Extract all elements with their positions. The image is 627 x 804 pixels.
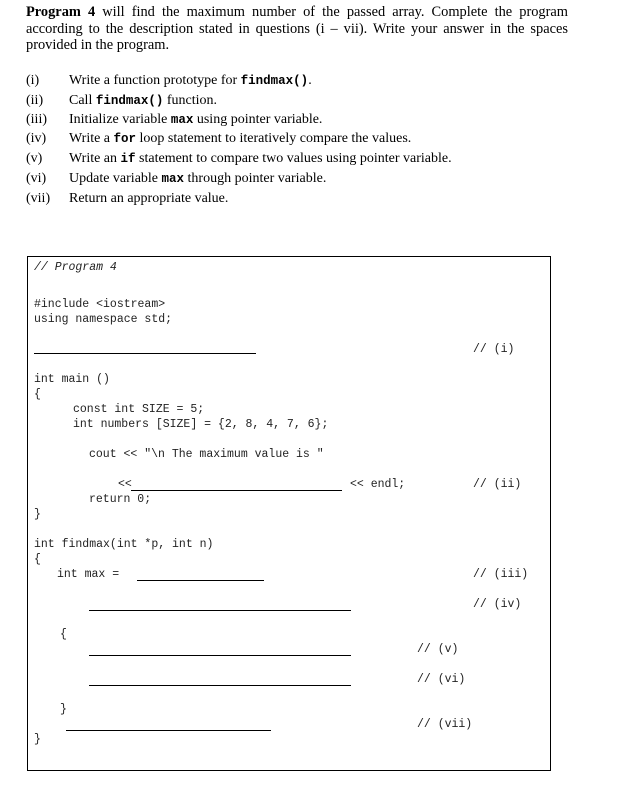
answer-blank-v[interactable] [89,655,351,656]
question-text: Write a function prototype for [69,73,241,88]
intro-paragraph [26,4,568,54]
for-close-brace: } [60,703,67,716]
findmax-close-brace: } [34,733,41,746]
question-number: (iii) [26,112,47,127]
include-line: #include <iostream> [34,298,166,311]
question-text: function. [163,93,218,108]
main-open-brace: { [34,388,41,401]
label-vi: // (vi) [417,673,466,686]
answer-blank-i[interactable] [34,353,256,354]
question-item [26,170,326,188]
question-text: Write a [69,131,114,146]
question-item [26,190,228,208]
findmax-signature: int findmax(int *p, int n) [34,538,214,551]
question-item [26,92,217,110]
question-text: loop statement to iteratively compare the values. [136,131,412,146]
program-code-box [27,256,551,771]
question-number: (vi) [26,171,47,186]
label-iii: // (iii) [473,568,529,581]
question-code-keyword: findmax() [95,94,164,108]
label-v: // (v) [417,643,459,656]
answer-blank-vi[interactable] [89,685,351,686]
question-text: statement to compare two values using pointer variable. [135,151,452,166]
return-line: return 0; [89,493,152,506]
answer-blank-ii[interactable] [131,490,342,491]
intro-text: will find the maximum number of the passed array. Complete the program according to the description stated in questions (i – vii). Write your answer in the spaces provided in the program. [26,4,568,53]
question-text: Initialize variable [69,112,171,127]
question-code-keyword: max [161,172,185,186]
question-text: Call [69,93,96,108]
question-code-keyword: max [170,113,194,127]
question-number: (i) [26,73,40,88]
question-item [26,111,322,129]
question-text: . [308,73,312,88]
question-item [26,150,452,168]
answer-blank-iii[interactable] [137,580,264,581]
program-comment: // Program 4 [34,261,117,274]
answer-blank-vii[interactable] [66,730,271,731]
question-code-keyword: for [113,132,137,146]
cout-continuation: << [118,478,132,491]
answer-blank-iv[interactable] [89,610,351,611]
program-title: Program 4 [26,4,96,20]
label-ii: // (ii) [473,478,522,491]
question-code-keyword: findmax() [240,74,309,88]
label-vii: // (vii) [417,718,473,731]
question-text: Update variable [69,171,162,186]
endl-text: << endl; [350,478,406,491]
numbers-array-line: int numbers [SIZE] = {2, 8, 4, 7, 6}; [73,418,329,431]
question-number: (iv) [26,131,47,146]
int-max-text: int max = [57,568,120,581]
cout-line: cout << "\n The maximum value is " [89,448,324,461]
label-i: // (i) [473,343,515,356]
question-number: (vii) [26,191,51,206]
question-text: using pointer variable. [193,112,323,127]
question-item [26,130,411,148]
const-size-line: const int SIZE = 5; [73,403,205,416]
question-number: (ii) [26,93,44,108]
main-close-brace: } [34,508,41,521]
question-text: Write an [69,151,121,166]
findmax-open-brace: { [34,553,41,566]
question-item [26,72,312,90]
question-number: (v) [26,151,43,166]
main-signature: int main () [34,373,110,386]
question-text: Return an appropriate value. [69,191,229,206]
question-code-keyword: if [120,152,136,166]
question-text: through pointer variable. [184,171,327,186]
label-iv: // (iv) [473,598,522,611]
for-open-brace: { [60,628,67,641]
using-line: using namespace std; [34,313,173,326]
